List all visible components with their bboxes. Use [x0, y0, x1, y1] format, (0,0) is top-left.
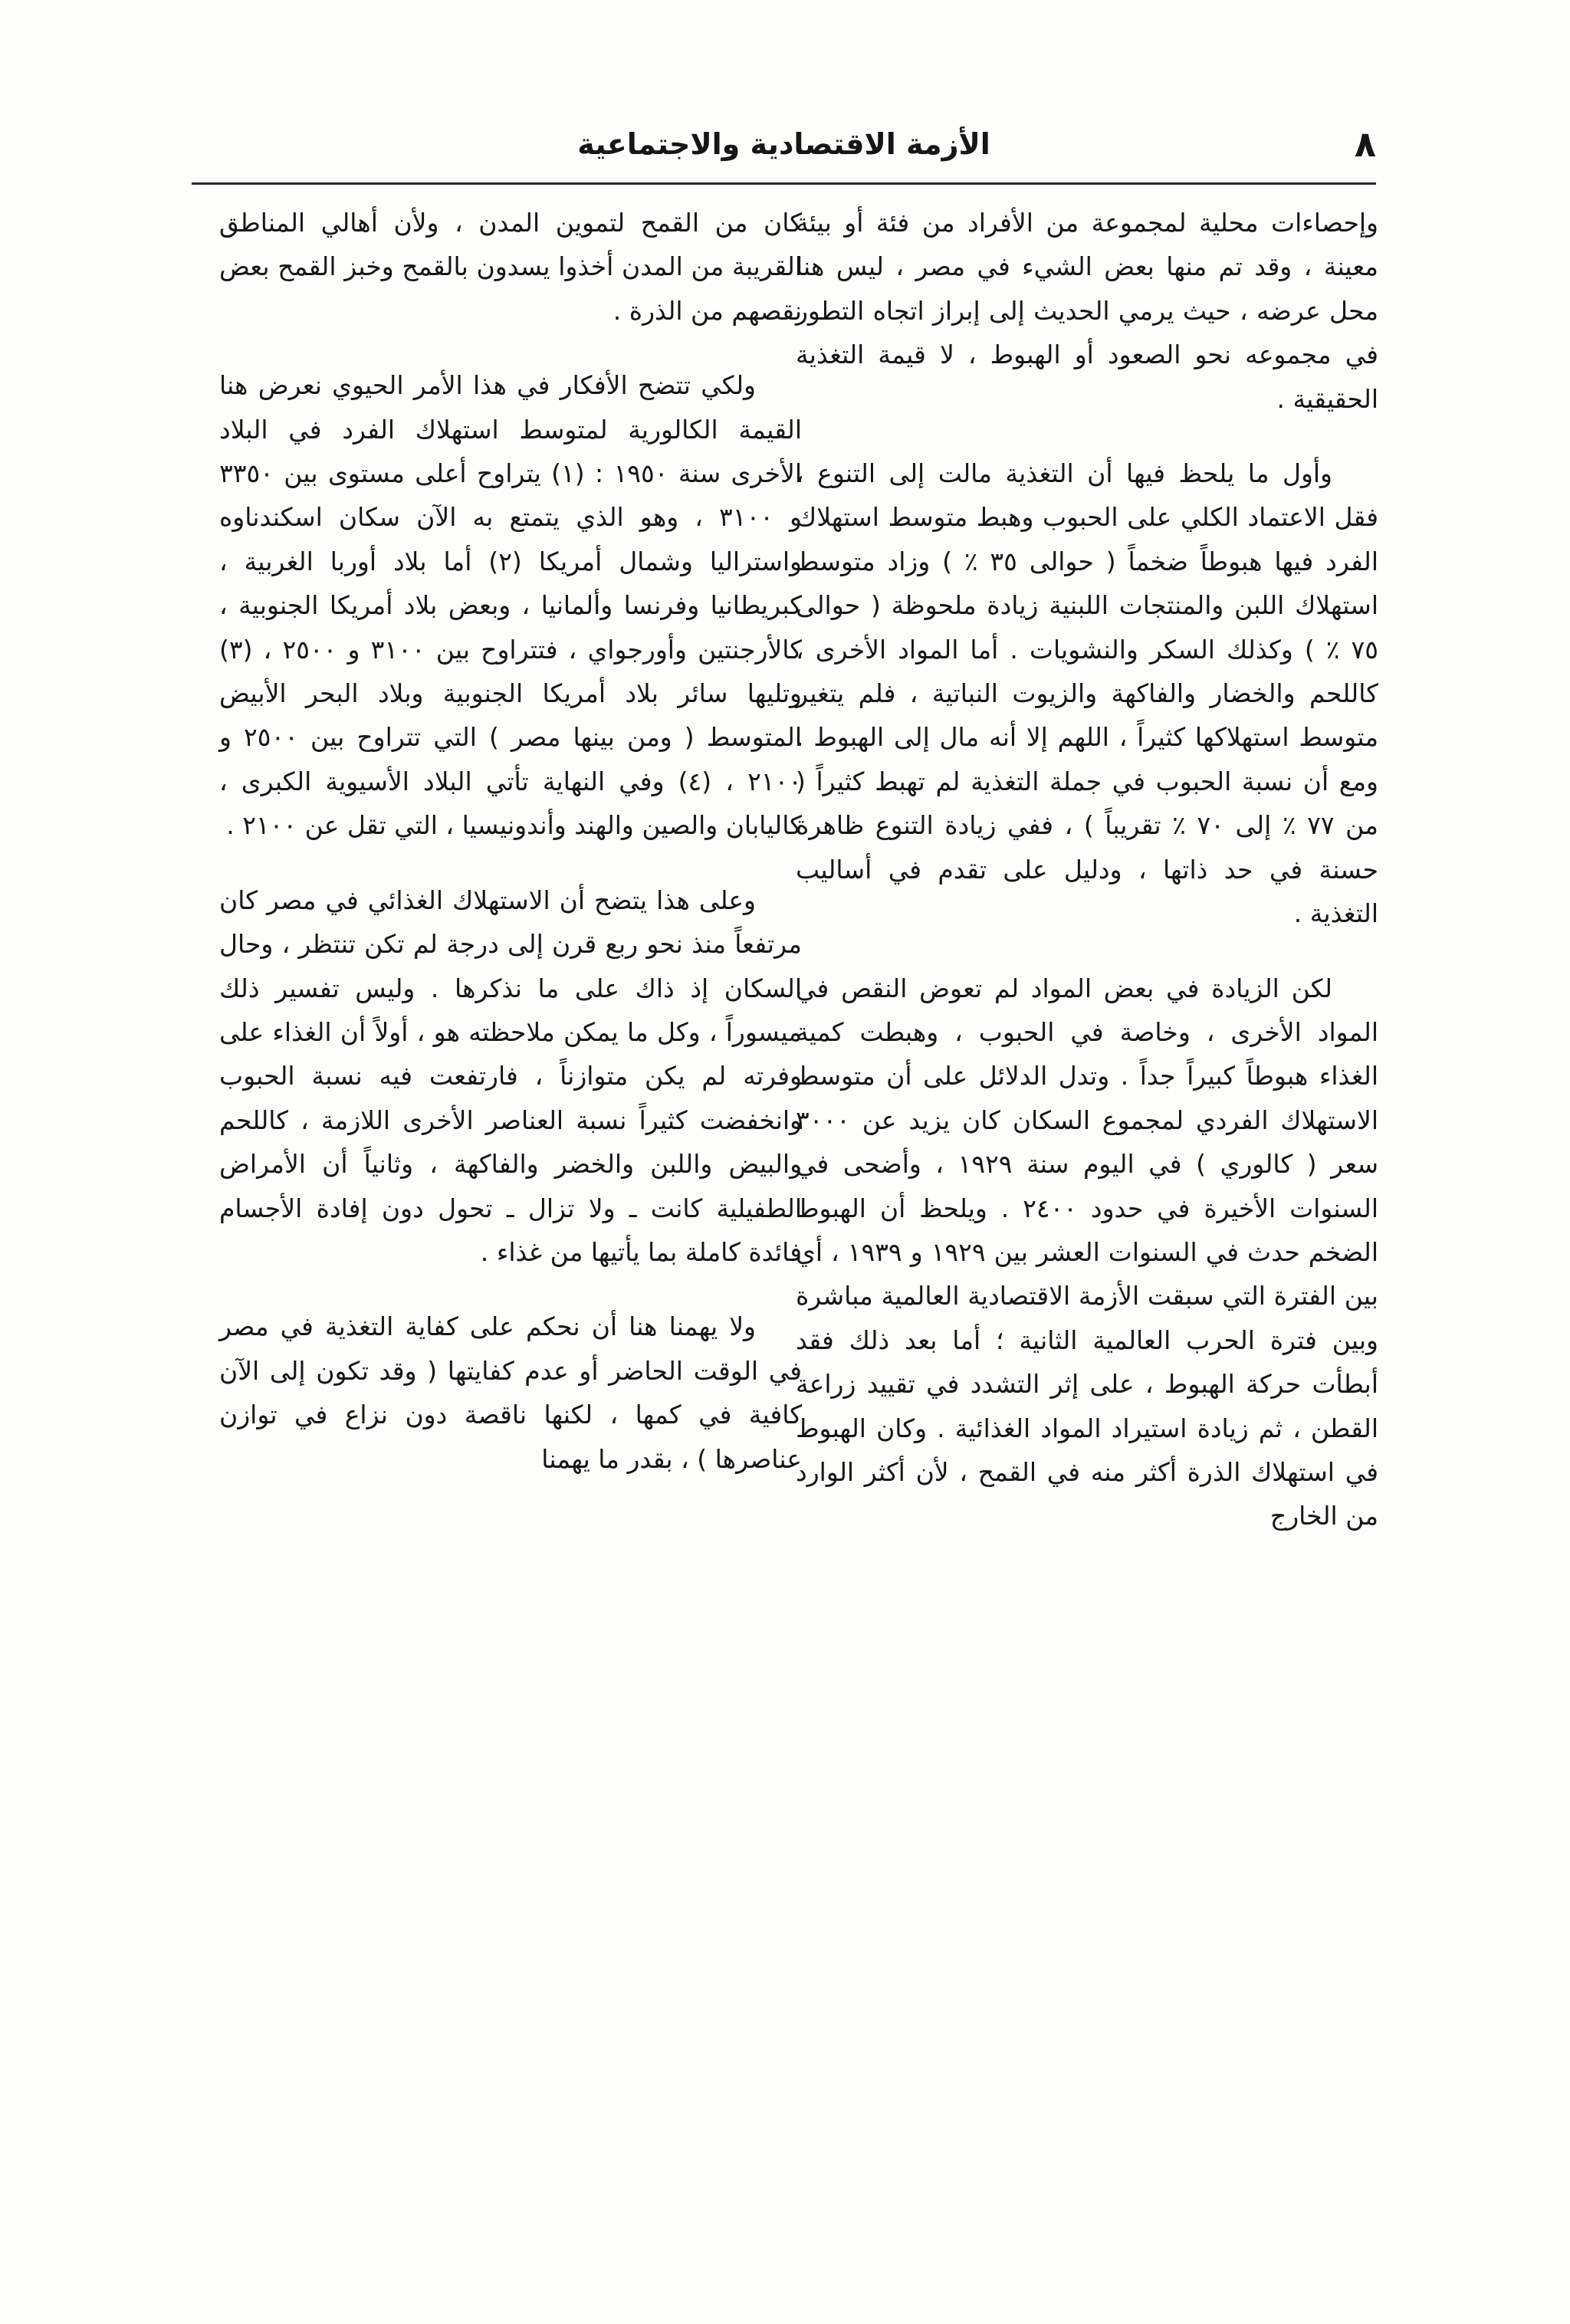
paragraph: كان من القمح لتموين المدن ، ولأن أهالي المناطق القريبة من المدن أخذوا يسدون بالقمح وخبز القمح بعض نقصهم من الذرة .	[219, 208, 802, 326]
paragraph: وأول ما يلحظ فيها أن التغذية مالت إلى التنوع ، فقل الاعتماد الكلي على الحبوب وهبط متوسط استهلاك الفرد فيها هبوطاً ضخماً ( حوالى ٣٥ ٪ ) وزاد متوسط استهلاك اللبن والمنتجات اللبنية زيادة ملحوظة ( حوالى ٧٥ ٪ ) وكذلك السكر والنشويات . أما المواد الأخرى ، كاللحم والخضار والفاكهة والزيوت النباتية ، فلم يتغير متوسط استهلاكها كثيراً ، اللهم إلا أنه مال إلى الهبوط . ومع أن نسبة الحبوب في جملة التغذية لم تهبط كثيراً ( من ٧٧ ٪ إلى ٧٠ ٪ تقريباً ) ، ففي زيادة التنوع ظاهرة حسنة في حد ذاتها ، ودليل على تقدم في أساليب التغذية .	[796, 458, 1378, 929]
right-column	[796, 201, 1378, 1569]
running-title: الأزمة الاقتصادية والاجتماعية	[577, 127, 990, 161]
paragraph: ولكي تتضح الأفكار في هذا الأمر الحيوي نعرض هنا القيمة الكالورية لمتوسط استهلاك الفرد في البلاد الأخرى سنة ١٩٥٠ : (١) يتراوح أعلى مستوى بين ٣٣٥٠ و ٣١٠٠ ، وهو الذي يتمتع به الآن سكان اسكندناوه واستراليا وشمال أمريكا (٢) أما بلاد أوربا الغربية ، كبريطانيا وفرنسا وألمانيا ، وبعض بلاد أمريكا الجنوبية ، كالأرجنتين وأورجواي ، فتتراوح بين ٣١٠٠ و ٢٥٠٠ ، (٣) وتليها سائر بلاد أمريكا الجنوبية وبلاد البحر الأبيض المتوسط ( ومن بينها مصر ) التي تتراوح بين ٢٥٠٠ و ٢١٠٠ ، (٤) وفي النهاية تأتي البلاد الأسيوية الكبرى ، كاليابان والصين والهند وأندونيسيا ، التي تقل عن ٢١٠٠ .	[219, 370, 802, 841]
paragraph: لكن الزيادة في بعض المواد لم تعوض النقص في المواد الأخرى ، وخاصة في الحبوب ، وهبطت كمية الغذاء هبوطاً كبيراً جداً . وتدل الدلائل على أن متوسط الاستهلاك الفردي لمجموع السكان كان يزيد عن ٣٠٠٠ سعر ( كالوري ) في اليوم سنة ١٩٢٩ ، وأضحى في السنوات الأخيرة في حدود ٢٤٠٠ . ويلحظ أن الهبوط الضخم حدث في السنوات العشر بين ١٩٢٩ و ١٩٣٩ ، أي بين الفترة التي سبقت الأزمة الاقتصادية العالمية مباشرة وبين فترة الحرب العالمية الثانية ؛ أما بعد ذلك فقد أبطأت حركة الهبوط ، على إثر التشدد في تقييد زراعة القطن ، ثم زيادة استيراد المواد الغذائية . وكان الهبوط في استهلاك الذرة أكثر منه في القمح ، لأن أكثر الوارد من الخارج	[796, 973, 1379, 1531]
page-number: ٨	[1354, 123, 1376, 165]
paragraph: وعلى هذا يتضح أن الاستهلاك الغذائي في مصر كان مرتفعاً منذ نحو ربع قرن إلى درجة لم تكن تنتظر ، وحال السكان إذ ذاك على ما نذكرها . وليس تفسير ذلك ميسوراً ، وكل ما يمكن ملاحظته هو ، أولاً أن الغذاء على وفرته لم يكن متوازناً ، فارتفعت فيه نسبة الحبوب وانخفضت كثيراً نسبة العناصر الأخرى اللازمة ، كاللحم والبيض واللبن والخضر والفاكهة ، وثانياً أن الأمراض الطفيلية كانت ـ ولا تزال ـ تحول دون إفادة الأجسام فائدة كاملة بما يأتيها من غذاء .	[219, 885, 802, 1267]
paragraph: ولا يهمنا هنا أن نحكم على كفاية التغذية في مصر في الوقت الحاضر أو عدم كفايتها ( وقد تكون إلى الآن كافية في كمها ، لكنها ناقصة دون نزاع في توازن عناصرها ) ، بقدر ما يهمنا	[219, 1311, 802, 1474]
paragraph: وإحصاءات محلية لمجموعة من الأفراد من فئة أو بيئة معينة ، وقد تم منها بعض الشيء في مصر ، ليس هنا محل عرضه ، حيث يرمي الحديث إلى إبراز اتجاه التطور في مجموعه نحو الصعود أو الهبوط ، لا قيمة التغذية الحقيقية .	[796, 208, 1378, 414]
left-column	[219, 201, 802, 1512]
running-header	[192, 113, 1376, 185]
